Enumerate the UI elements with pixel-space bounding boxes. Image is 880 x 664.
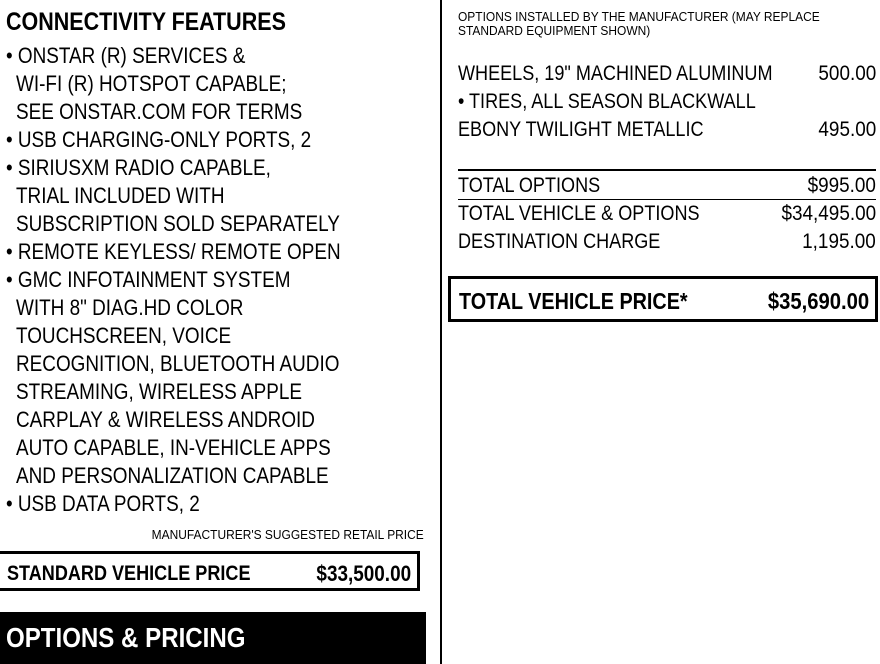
feature-line: TRIAL INCLUDED WITH (16, 183, 225, 208)
connectivity-title: CONNECTIVITY FEATURES (6, 8, 286, 36)
option-value: 500.00 (818, 62, 876, 85)
destination-charge-label: DESTINATION CHARGE (458, 230, 661, 253)
feature-line: WITH 8" DIAG.HD COLOR (16, 295, 244, 320)
feature-line: RECOGNITION, BLUETOOTH AUDIO (16, 351, 340, 376)
total-vehicle-price-label: TOTAL VEHICLE PRICE* (459, 288, 688, 314)
feature-line: SEE ONSTAR.COM FOR TERMS (16, 99, 303, 124)
total-vehicle-price-value: $35,690.00 (767, 288, 869, 314)
divider-line (458, 169, 876, 171)
standard-price-box (0, 551, 420, 591)
feature-line: • USB CHARGING-ONLY PORTS, 2 (6, 127, 312, 152)
feature-line: • USB DATA PORTS, 2 (6, 491, 200, 516)
feature-line: WI-FI (R) HOTSPOT CAPABLE; (16, 71, 287, 96)
total-vehicle-options-value: $34,495.00 (781, 202, 876, 225)
feature-line: • SIRIUSXM RADIO CAPABLE, (6, 155, 271, 180)
feature-line: SUBSCRIPTION SOLD SEPARATELY (16, 211, 340, 236)
standard-price-label: STANDARD VEHICLE PRICE (7, 562, 251, 585)
options-pricing-title: OPTIONS & PRICING (6, 622, 246, 653)
option-label: WHEELS, 19" MACHINED ALUMINUM (458, 62, 773, 85)
options-note: STANDARD EQUIPMENT SHOWN) (458, 23, 651, 38)
msrp-label: MANUFACTURER'S SUGGESTED RETAIL PRICE (151, 527, 424, 542)
destination-charge-value: 1,195.00 (802, 230, 876, 253)
feature-line: AUTO CAPABLE, IN-VEHICLE APPS (16, 435, 331, 460)
feature-line: • REMOTE KEYLESS/ REMOTE OPEN (6, 239, 341, 264)
total-vehicle-price-box (448, 276, 878, 322)
right-column (442, 0, 880, 664)
options-note: OPTIONS INSTALLED BY THE MANUFACTURER (MAY REPLACE (458, 9, 820, 24)
option-value: 495.00 (818, 118, 876, 141)
feature-line: • ONSTAR (R) SERVICES & (6, 43, 246, 68)
feature-line: AND PERSONALIZATION CAPABLE (16, 463, 329, 488)
feature-line: CARPLAY & WIRELESS ANDROID (16, 407, 315, 432)
feature-line: STREAMING, WIRELESS APPLE (16, 379, 302, 404)
standard-price-value: $33,500.00 (316, 561, 411, 586)
total-options-value: $995.00 (807, 174, 876, 197)
option-label: • TIRES, ALL SEASON BLACKWALL (458, 90, 756, 113)
total-options-label: TOTAL OPTIONS (458, 174, 601, 197)
options-pricing-banner (0, 612, 426, 664)
feature-line: TOUCHSCREEN, VOICE (16, 323, 232, 348)
total-vehicle-options-label: TOTAL VEHICLE & OPTIONS (458, 202, 700, 225)
feature-line: • GMC INFOTAINMENT SYSTEM (6, 267, 291, 292)
option-label: EBONY TWILIGHT METALLIC (458, 118, 704, 141)
